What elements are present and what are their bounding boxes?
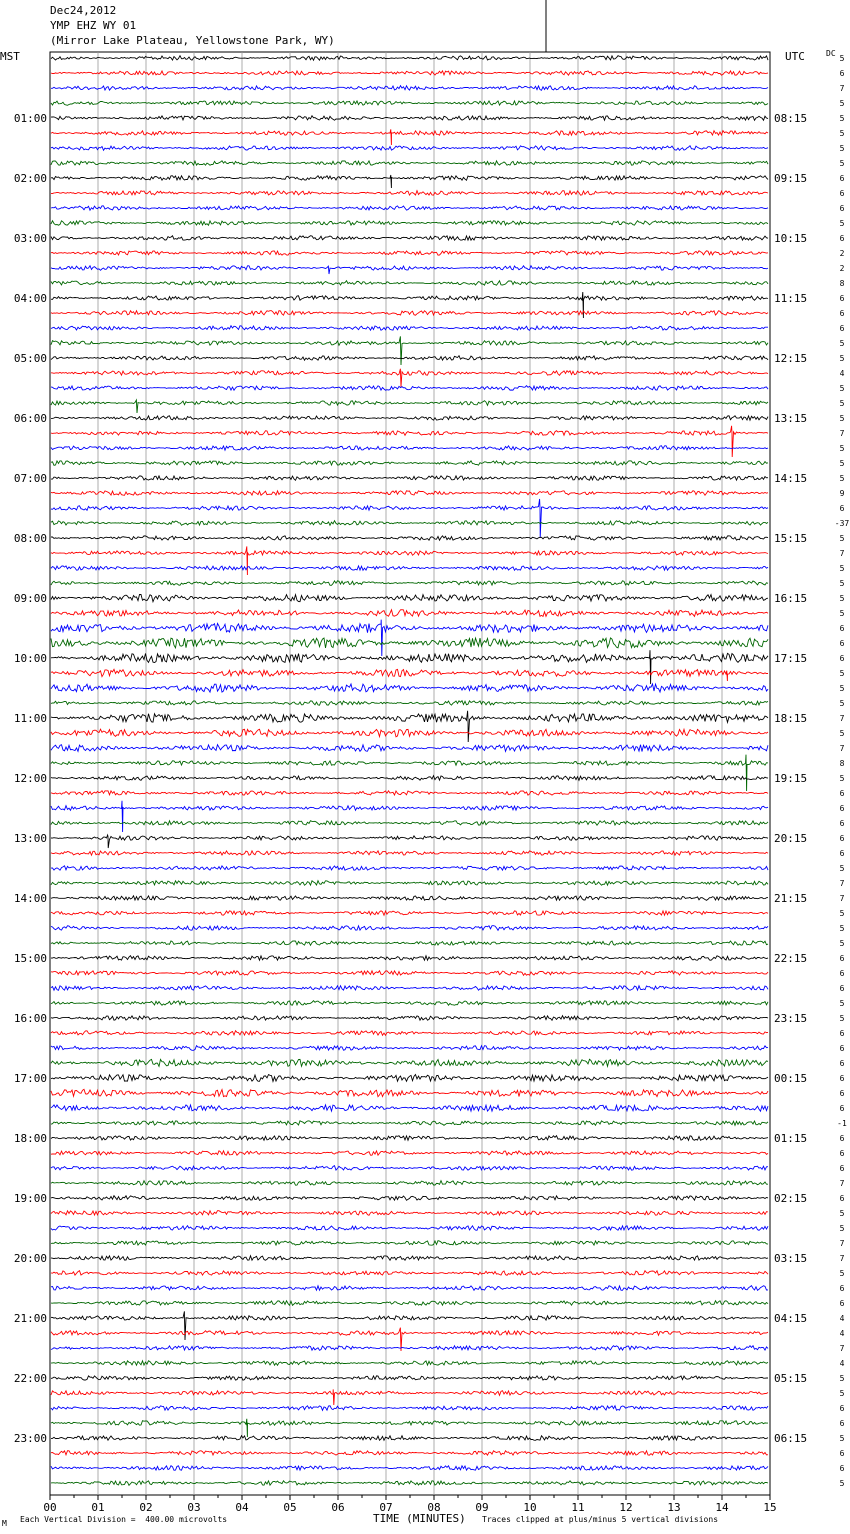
trace-line (51, 1286, 768, 1291)
left-hour-label: 08:00 (13, 532, 47, 545)
trace-line (51, 1406, 768, 1411)
left-hour-label: 23:00 (13, 1432, 47, 1445)
x-tick-label: 04 (235, 1501, 249, 1514)
dc-offset-label: 5 (839, 1014, 845, 1023)
dc-offset-label: 5 (839, 594, 845, 603)
dc-offset-label: 7 (839, 1179, 845, 1188)
dc-offset-label: 9 (839, 489, 845, 498)
trace-line (51, 821, 768, 826)
x-tick-label: 01 (91, 1501, 105, 1514)
dc-offset-label: 5 (839, 444, 845, 453)
dc-offset-label: 6 (839, 234, 845, 243)
right-hour-label: 11:15 (774, 292, 808, 305)
trace-line (51, 801, 768, 832)
left-hour-label: 18:00 (13, 1132, 47, 1145)
trace-line (51, 941, 768, 946)
trace-line (51, 638, 768, 648)
dc-offset-label: 5 (839, 669, 845, 678)
trace-line (51, 911, 768, 916)
dc-offset-label: 7 (839, 879, 845, 888)
dc-offset-label: 6 (839, 309, 845, 318)
dc-offset-label: 6 (839, 1284, 845, 1293)
x-tick-label: 02 (139, 1501, 153, 1514)
left-hour-label: 17:00 (13, 1072, 47, 1085)
trace-line (51, 1121, 768, 1126)
chart-station: YMP EHZ WY 01 (50, 19, 137, 32)
trace-line (51, 1226, 768, 1231)
right-hour-label: 17:15 (774, 652, 808, 665)
trace-line (51, 356, 768, 361)
right-hour-label: 05:15 (774, 1372, 808, 1385)
scale-note: Each Vertical Division = 400.00 microvolts (20, 1515, 228, 1524)
trace-line (51, 1256, 768, 1261)
trace-line (51, 175, 768, 188)
right-hour-label: 16:15 (774, 592, 808, 605)
right-hour-label: 22:15 (774, 952, 808, 965)
trace-line (51, 1311, 768, 1340)
right-hour-label: 21:15 (774, 892, 808, 905)
trace-line (51, 669, 768, 681)
dc-offset-label: 5 (839, 114, 845, 123)
dc-offset-label: 6 (839, 849, 845, 858)
left-hour-label: 02:00 (13, 172, 47, 185)
trace-line (51, 369, 768, 387)
x-tick-label: 10 (523, 1501, 537, 1514)
dc-offset-label: 6 (839, 654, 845, 663)
left-hour-label: 15:00 (13, 952, 47, 965)
dc-offset-label: 6 (839, 1134, 845, 1143)
trace-line (51, 1181, 768, 1186)
trace-line (51, 386, 768, 391)
trace-line (51, 86, 768, 91)
dc-offset-label: 5 (839, 564, 845, 573)
trace-line (51, 71, 768, 75)
trace-line (51, 566, 768, 570)
left-hour-label: 20:00 (13, 1252, 47, 1265)
trace-line (51, 881, 768, 886)
dc-offset-label: 6 (839, 1149, 845, 1158)
dc-offset-label: 7 (839, 1344, 845, 1353)
dc-offset-label: 6 (839, 834, 845, 843)
trace-line (51, 206, 768, 210)
trace-line (51, 146, 768, 151)
right-hour-label: 04:15 (774, 1312, 808, 1325)
dc-offset-label: 5 (839, 1269, 845, 1278)
right-hour-label: 01:15 (774, 1132, 808, 1145)
trace-line (51, 1059, 768, 1066)
chart-location: (Mirror Lake Plateau, Yellowstone Park, WY) (50, 34, 335, 47)
trace-line (51, 336, 768, 365)
x-tick-label: 11 (571, 1501, 585, 1514)
dc-offset-label: 7 (839, 1254, 845, 1263)
trace-line (51, 1361, 768, 1366)
trace-line (51, 461, 768, 466)
left-hour-label: 04:00 (13, 292, 47, 305)
trace-line (51, 1436, 768, 1441)
dc-offset-label: -37 (834, 519, 850, 528)
trace-line (51, 684, 768, 692)
dc-offset-label: 7 (839, 1239, 845, 1248)
dc-offset-label: 5 (839, 414, 845, 423)
trace-line (51, 1001, 768, 1006)
left-hour-label: 01:00 (13, 112, 47, 125)
x-tick-label: 09 (475, 1501, 489, 1514)
trace-line (51, 620, 768, 656)
right-hour-label: 23:15 (774, 1012, 808, 1025)
x-tick-label: 06 (331, 1501, 345, 1514)
dc-offset-label: 6 (839, 504, 845, 513)
dc-offset-label: 5 (839, 1224, 845, 1233)
trace-line (51, 851, 768, 855)
trace-line (51, 1136, 768, 1141)
right-hour-label: 03:15 (774, 1252, 808, 1265)
right-hour-label: 15:15 (774, 532, 808, 545)
dc-offset-label: 6 (839, 294, 845, 303)
trace-line (51, 116, 768, 121)
trace-line (51, 896, 768, 901)
dc-offset-label: 7 (839, 714, 845, 723)
trace-line (51, 129, 768, 145)
dc-offset-label: 6 (839, 624, 845, 633)
dc-offset-label: 7 (839, 549, 845, 558)
left-hour-label: 09:00 (13, 592, 47, 605)
right-axis-title: UTC (785, 50, 805, 63)
dc-offset-label: 6 (839, 954, 845, 963)
trace-line (51, 251, 768, 255)
trace-line (51, 1301, 768, 1306)
trace-line (51, 416, 768, 420)
trace-line (51, 236, 768, 241)
trace-line (51, 311, 768, 316)
right-hour-label: 20:15 (774, 832, 808, 845)
trace-line (51, 491, 768, 496)
x-tick-label: 03 (187, 1501, 201, 1514)
right-hour-label: 13:15 (774, 412, 808, 425)
dc-offset-label: 5 (839, 354, 845, 363)
trace-line (51, 426, 768, 457)
left-hour-label: 10:00 (13, 652, 47, 665)
dc-offset-label: 7 (839, 84, 845, 93)
right-hour-label: 02:15 (774, 1192, 808, 1205)
trace-line (51, 1166, 768, 1171)
trace-line (51, 281, 768, 286)
left-hour-label: 11:00 (13, 712, 47, 725)
trace-line (51, 1075, 768, 1082)
dc-offset-label: 6 (839, 1449, 845, 1458)
trace-line (51, 326, 768, 331)
dc-offset-label: 7 (839, 894, 845, 903)
x-tick-label: 05 (283, 1501, 297, 1514)
dc-offset-label: 5 (839, 384, 845, 393)
trace-line (51, 610, 768, 617)
right-hour-label: 09:15 (774, 172, 808, 185)
trace-line (51, 956, 768, 961)
right-hour-label: 00:15 (774, 1072, 808, 1085)
x-tick-label: 13 (667, 1501, 681, 1514)
dc-offset-label: 5 (839, 399, 845, 408)
x-tick-label: 15 (763, 1501, 777, 1514)
dc-offset-label: 6 (839, 1194, 845, 1203)
trace-line (51, 1089, 768, 1096)
trace-line (51, 755, 768, 791)
left-hour-label: 19:00 (13, 1192, 47, 1205)
dc-offset-label: 5 (839, 534, 845, 543)
dc-offset-label: 6 (839, 789, 845, 798)
trace-line (51, 400, 768, 413)
x-tick-label: 12 (619, 1501, 633, 1514)
x-tick-label: 07 (379, 1501, 393, 1514)
dc-offset-label: 6 (839, 1299, 845, 1308)
trace-line (51, 56, 768, 61)
trace-line (51, 536, 768, 540)
dc-offset-label: 5 (839, 1389, 845, 1398)
dc-offset-label: 6 (839, 984, 845, 993)
left-hour-label: 21:00 (13, 1312, 47, 1325)
trace-line (51, 1151, 768, 1155)
dc-offset-label: 4 (839, 1359, 845, 1368)
trace-line (51, 835, 768, 848)
dc-offset-label: 6 (839, 189, 845, 198)
dc-offset-label: 6 (839, 1104, 845, 1113)
dc-offset-label: 4 (839, 1329, 845, 1338)
right-hour-label: 12:15 (774, 352, 808, 365)
trace-line (51, 650, 768, 684)
left-hour-label: 07:00 (13, 472, 47, 485)
trace-line (51, 1271, 768, 1276)
left-hour-label: 14:00 (13, 892, 47, 905)
dc-offset-label: 5 (839, 699, 845, 708)
dc-offset-label: 5 (839, 474, 845, 483)
dc-offset-label: 5 (839, 909, 845, 918)
right-hour-label: 06:15 (774, 1432, 808, 1445)
trace-line (51, 446, 768, 451)
trace-line (51, 1376, 768, 1380)
trace-line (51, 101, 768, 105)
dc-offset-label: 6 (839, 1029, 845, 1038)
trace-line (51, 1241, 768, 1246)
dc-offset-label: 5 (839, 579, 845, 588)
trace-line (51, 1016, 768, 1021)
trace-layer (51, 56, 768, 1486)
x-tick-label: 08 (427, 1501, 441, 1514)
dc-offset-label: 8 (839, 759, 845, 768)
dc-offset-label: 6 (839, 1464, 845, 1473)
right-hour-label: 08:15 (774, 112, 808, 125)
dc-offset-label: 6 (839, 69, 845, 78)
dc-offset-label: 5 (839, 1374, 845, 1383)
dc-offset-label: 7 (839, 429, 845, 438)
left-hour-label: 13:00 (13, 832, 47, 845)
dc-offset-label: 2 (839, 249, 845, 258)
trace-line (51, 581, 768, 586)
dc-offset-label: 5 (839, 144, 845, 153)
trace-line (51, 1105, 768, 1111)
trace-line (51, 1419, 768, 1437)
dc-offset-label: 6 (839, 1044, 845, 1053)
left-hour-label: 05:00 (13, 352, 47, 365)
dc-offset-label: 6 (839, 1164, 845, 1173)
trace-line (51, 1451, 768, 1456)
trace-line (51, 595, 768, 602)
dc-offset-label: 5 (839, 729, 845, 738)
dc-title: DC (826, 49, 836, 58)
trace-line (51, 745, 768, 752)
trace-line (51, 1046, 768, 1051)
trace-line (51, 729, 768, 737)
trace-line (51, 191, 768, 195)
dc-offset-label: 5 (839, 939, 845, 948)
dc-offset-label: 6 (839, 1074, 845, 1083)
dc-offset-label: 4 (839, 1314, 845, 1323)
dc-offset-label: 7 (839, 744, 845, 753)
dc-offset-label: 4 (839, 369, 845, 378)
left-hour-label: 06:00 (13, 412, 47, 425)
trace-line (51, 1346, 768, 1351)
dc-offset-label: 5 (839, 774, 845, 783)
trace-line (51, 1389, 768, 1405)
dc-offset-label: 5 (839, 1479, 845, 1488)
x-axis-title: TIME (MINUTES) (373, 1512, 466, 1525)
trace-line (51, 161, 768, 165)
dc-offset-label: 5 (839, 219, 845, 228)
dc-offset-label: -1 (837, 1119, 847, 1128)
x-tick-label: 14 (715, 1501, 729, 1514)
trace-line (51, 1481, 768, 1486)
dc-offset-label: 5 (839, 1209, 845, 1218)
trace-line (51, 986, 768, 991)
chart-date: Dec24,2012 (50, 4, 117, 17)
dc-offset-label: 5 (839, 999, 845, 1008)
dc-offset-label: 5 (839, 684, 845, 693)
dc-offset-label: 5 (839, 609, 845, 618)
dc-offset-label: 5 (839, 54, 845, 63)
right-hour-label: 14:15 (774, 472, 808, 485)
trace-line (51, 791, 768, 796)
trace-line (51, 1196, 768, 1201)
right-hour-label: 10:15 (774, 232, 808, 245)
trace-line (51, 1031, 768, 1036)
dc-offset-label: 6 (839, 969, 845, 978)
dc-offset-label: 5 (839, 339, 845, 348)
trace-line (51, 701, 768, 706)
dc-offset-label: 6 (839, 804, 845, 813)
trace-line (51, 266, 768, 274)
dc-offset-label: 5 (839, 924, 845, 933)
dc-offset-label: 5 (839, 459, 845, 468)
dc-offset-label: 6 (839, 204, 845, 213)
dc-offset-label: 6 (839, 174, 845, 183)
dc-offset-label: 6 (839, 639, 845, 648)
dc-offset-label: 5 (839, 99, 845, 108)
dc-offset-label: 6 (839, 1059, 845, 1068)
trace-line (51, 776, 768, 781)
dc-offset-label: 5 (839, 129, 845, 138)
footer-mark: M (2, 1519, 7, 1528)
dc-offset-label: 6 (839, 1419, 845, 1428)
left-hour-label: 22:00 (13, 1372, 47, 1385)
dc-offset-label: 6 (839, 1089, 845, 1098)
left-hour-label: 03:00 (13, 232, 47, 245)
dc-offset-label: 8 (839, 279, 845, 288)
left-axis-title: MST (0, 50, 20, 63)
dc-offset-label: 6 (839, 819, 845, 828)
clip-note: Traces clipped at plus/minus 5 vertical divisions (482, 1515, 719, 1524)
trace-line (51, 1466, 768, 1471)
dc-offset-label: 6 (839, 324, 845, 333)
right-hour-label: 18:15 (774, 712, 808, 725)
left-hour-label: 16:00 (13, 1012, 47, 1025)
dc-offset-label: 2 (839, 264, 845, 273)
trace-line (51, 546, 768, 575)
trace-line (51, 926, 768, 931)
trace-line (51, 866, 768, 870)
trace-line (51, 499, 768, 538)
trace-line (51, 971, 768, 976)
trace-line (51, 476, 768, 481)
dc-offset-label: 6 (839, 1404, 845, 1413)
trace-line (51, 521, 768, 526)
trace-line (51, 1211, 768, 1216)
trace-line (51, 221, 768, 226)
x-tick-label: 00 (43, 1501, 57, 1514)
dc-offset-label: 5 (839, 1434, 845, 1443)
dc-offset-label: 5 (839, 159, 845, 168)
left-hour-label: 12:00 (13, 772, 47, 785)
dc-offset-label: 5 (839, 864, 845, 873)
right-hour-label: 19:15 (774, 772, 808, 785)
label-layer (14, 54, 850, 1514)
grid-layer (50, 0, 770, 1500)
